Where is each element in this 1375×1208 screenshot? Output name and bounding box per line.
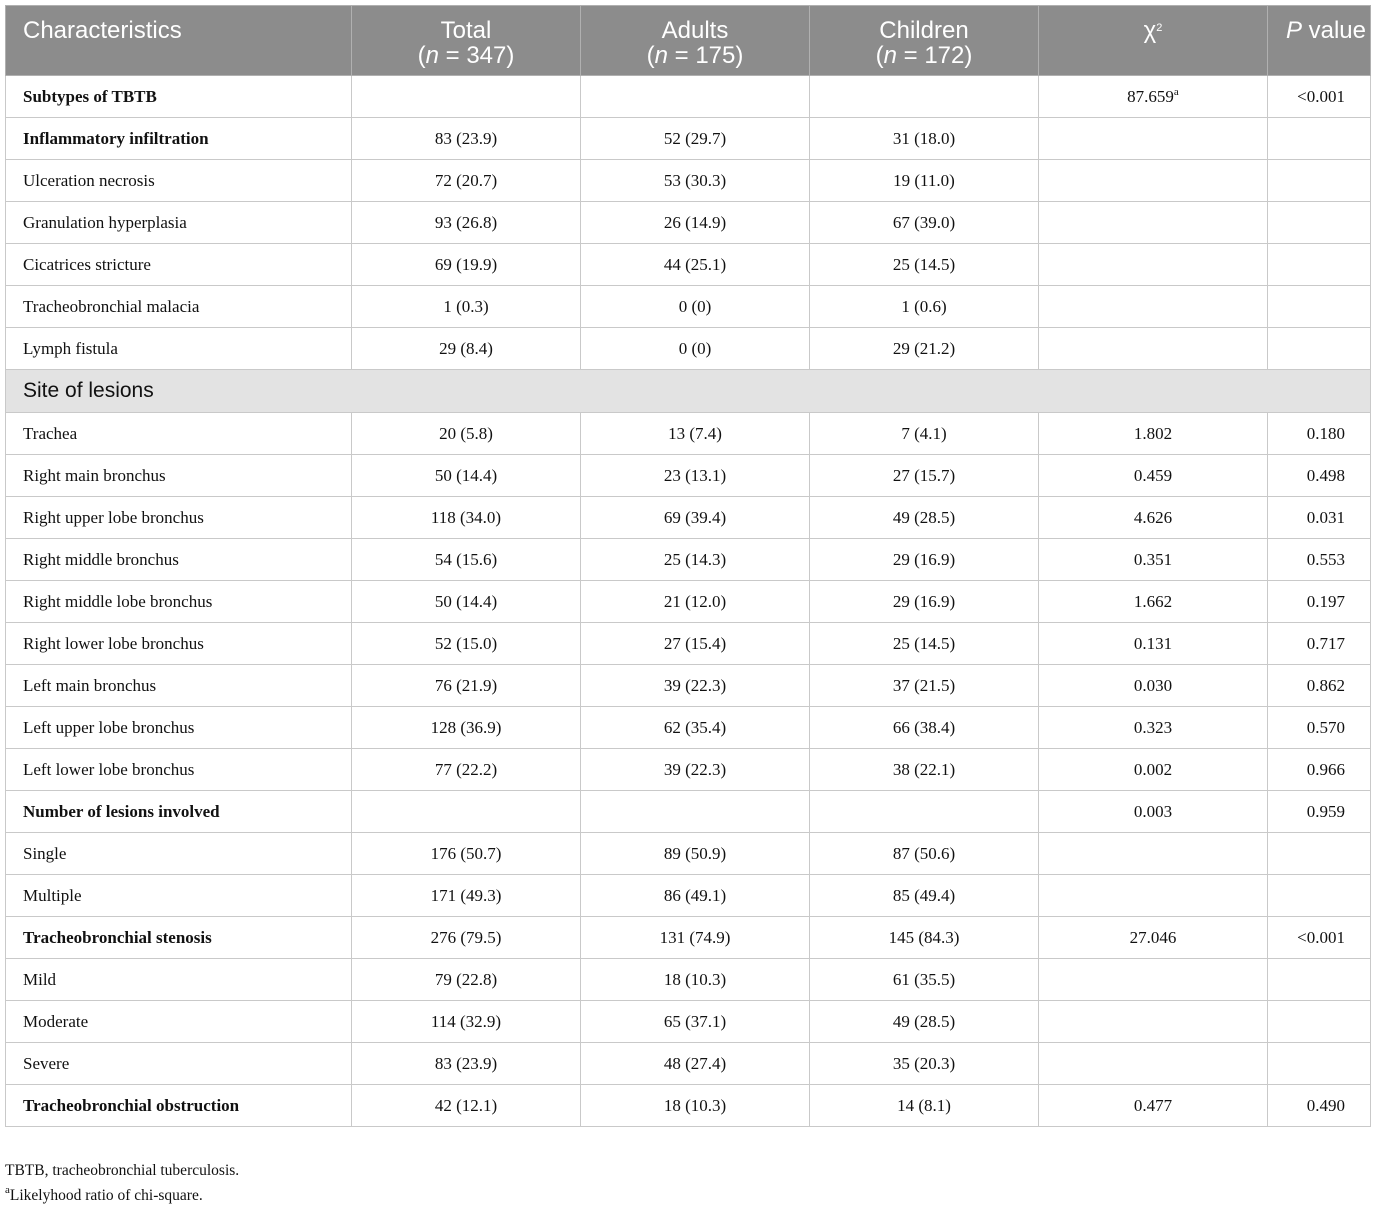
row-label: Left lower lobe bronchus — [6, 749, 352, 791]
cell-chi-square — [1039, 959, 1268, 1001]
table-row — [6, 455, 1371, 497]
table-row — [6, 917, 1371, 959]
cell-p-value — [1268, 286, 1371, 328]
cell-adults: 65 (37.1) — [581, 1001, 810, 1043]
cell-children: 31 (18.0) — [810, 118, 1039, 160]
cell-children: 87 (50.6) — [810, 833, 1039, 875]
cell-children — [810, 76, 1039, 118]
section-title: Site of lesions — [6, 370, 1371, 413]
row-label: Tracheobronchial obstruction — [6, 1085, 352, 1127]
header-adults: Adults (n = 175) — [581, 6, 810, 76]
table-row — [6, 665, 1371, 707]
table-row — [6, 749, 1371, 791]
cell-children: 25 (14.5) — [810, 244, 1039, 286]
table-row — [6, 833, 1371, 875]
cell-adults: 52 (29.7) — [581, 118, 810, 160]
cell-p-value: 0.180 — [1268, 413, 1371, 455]
cell-total: 83 (23.9) — [352, 118, 581, 160]
cell-chi-square: 0.003 — [1039, 791, 1268, 833]
row-label: Tracheobronchial stenosis — [6, 917, 352, 959]
cell-p-value: 0.490 — [1268, 1085, 1371, 1127]
cell-chi-square — [1039, 1001, 1268, 1043]
cell-children: 37 (21.5) — [810, 665, 1039, 707]
cell-chi-square: 27.046 — [1039, 917, 1268, 959]
cell-children: 85 (49.4) — [810, 875, 1039, 917]
cell-chi-square: 0.351 — [1039, 539, 1268, 581]
cell-total: 52 (15.0) — [352, 623, 581, 665]
cell-p-value: <0.001 — [1268, 76, 1371, 118]
header-p-value: P value — [1268, 6, 1371, 76]
table-row — [6, 623, 1371, 665]
cell-adults — [581, 76, 810, 118]
cell-children: 61 (35.5) — [810, 959, 1039, 1001]
cell-p-value: 0.031 — [1268, 497, 1371, 539]
row-label: Cicatrices stricture — [6, 244, 352, 286]
results-table — [5, 5, 1371, 1127]
cell-children: 29 (16.9) — [810, 581, 1039, 623]
cell-p-value: 0.570 — [1268, 707, 1371, 749]
cell-total: 114 (32.9) — [352, 1001, 581, 1043]
table-row — [6, 76, 1371, 118]
cell-p-value — [1268, 1001, 1371, 1043]
row-label: Tracheobronchial malacia — [6, 286, 352, 328]
table-row — [6, 328, 1371, 370]
cell-adults: 48 (27.4) — [581, 1043, 810, 1085]
row-label: Right lower lobe bronchus — [6, 623, 352, 665]
row-label: Single — [6, 833, 352, 875]
cell-p-value — [1268, 160, 1371, 202]
header-chi-square: $\chi^2$ — [1039, 6, 1268, 76]
cell-adults: 53 (30.3) — [581, 160, 810, 202]
cell-children: 35 (20.3) — [810, 1043, 1039, 1085]
cell-adults: 21 (12.0) — [581, 581, 810, 623]
cell-children: 145 (84.3) — [810, 917, 1039, 959]
cell-adults: 39 (22.3) — [581, 749, 810, 791]
row-label: Right upper lobe bronchus — [6, 497, 352, 539]
cell-total: 72 (20.7) — [352, 160, 581, 202]
cell-adults: 0 (0) — [581, 328, 810, 370]
row-label: Left upper lobe bronchus — [6, 707, 352, 749]
cell-adults: 39 (22.3) — [581, 665, 810, 707]
cell-p-value — [1268, 202, 1371, 244]
cell-chi-square: 0.323 — [1039, 707, 1268, 749]
cell-adults — [581, 791, 810, 833]
table-row — [6, 1085, 1371, 1127]
cell-children: 1 (0.6) — [810, 286, 1039, 328]
cell-chi-square — [1039, 1043, 1268, 1085]
cell-chi-square — [1039, 286, 1268, 328]
cell-chi-square: 0.002 — [1039, 749, 1268, 791]
cell-p-value: 0.862 — [1268, 665, 1371, 707]
table-footnotes — [5, 1158, 239, 1208]
cell-children: 19 (11.0) — [810, 160, 1039, 202]
cell-total: 79 (22.8) — [352, 959, 581, 1001]
header-characteristics: Characteristics — [6, 6, 352, 76]
cell-total: 83 (23.9) — [352, 1043, 581, 1085]
cell-adults: 69 (39.4) — [581, 497, 810, 539]
cell-p-value — [1268, 1043, 1371, 1085]
row-label: Severe — [6, 1043, 352, 1085]
cell-total: 1 (0.3) — [352, 286, 581, 328]
row-label: Right main bronchus — [6, 455, 352, 497]
footnote-abbreviation: TBTB, tracheobronchial tuberculosis. — [5, 1162, 240, 1179]
cell-total: 20 (5.8) — [352, 413, 581, 455]
cell-chi-square — [1039, 833, 1268, 875]
cell-adults: 86 (49.1) — [581, 875, 810, 917]
cell-total: 50 (14.4) — [352, 455, 581, 497]
cell-chi-square — [1039, 118, 1268, 160]
row-label: Granulation hyperplasia — [6, 202, 352, 244]
table-row — [6, 707, 1371, 749]
table-row — [6, 286, 1371, 328]
cell-adults: 13 (7.4) — [581, 413, 810, 455]
cell-adults: 23 (13.1) — [581, 455, 810, 497]
footnote-a: $^a$Likelyhood ratio of chi-square. — [5, 1184, 203, 1204]
cell-p-value — [1268, 118, 1371, 160]
cell-total: 76 (21.9) — [352, 665, 581, 707]
cell-children: 7 (4.1) — [810, 413, 1039, 455]
table-row — [6, 202, 1371, 244]
cell-total: 77 (22.2) — [352, 749, 581, 791]
row-label: Trachea — [6, 413, 352, 455]
cell-children: 67 (39.0) — [810, 202, 1039, 244]
table-row — [6, 1001, 1371, 1043]
table-row — [6, 413, 1371, 455]
row-label: Number of lesions involved — [6, 791, 352, 833]
cell-chi-square: 0.477 — [1039, 1085, 1268, 1127]
cell-total: 176 (50.7) — [352, 833, 581, 875]
row-label: Ulceration necrosis — [6, 160, 352, 202]
cell-chi-square: 0.459 — [1039, 455, 1268, 497]
cell-p-value — [1268, 328, 1371, 370]
cell-total — [352, 76, 581, 118]
cell-children: 66 (38.4) — [810, 707, 1039, 749]
table-row — [6, 539, 1371, 581]
cell-total: 54 (15.6) — [352, 539, 581, 581]
cell-total: 29 (8.4) — [352, 328, 581, 370]
table-row — [6, 244, 1371, 286]
cell-children — [810, 791, 1039, 833]
row-label: Multiple — [6, 875, 352, 917]
cell-p-value: 0.717 — [1268, 623, 1371, 665]
cell-chi-square — [1039, 244, 1268, 286]
cell-adults: 62 (35.4) — [581, 707, 810, 749]
cell-p-value — [1268, 833, 1371, 875]
cell-total: 50 (14.4) — [352, 581, 581, 623]
table-row — [6, 959, 1371, 1001]
cell-children: 27 (15.7) — [810, 455, 1039, 497]
cell-adults: 131 (74.9) — [581, 917, 810, 959]
row-label: Mild — [6, 959, 352, 1001]
row-label: Right middle bronchus — [6, 539, 352, 581]
cell-chi-square: 0.030 — [1039, 665, 1268, 707]
row-label: Left main bronchus — [6, 665, 352, 707]
cell-adults: 27 (15.4) — [581, 623, 810, 665]
cell-chi-square — [1039, 160, 1268, 202]
cell-children: 14 (8.1) — [810, 1085, 1039, 1127]
cell-adults: 0 (0) — [581, 286, 810, 328]
cell-adults: 18 (10.3) — [581, 1085, 810, 1127]
cell-chi-square: 1.662 — [1039, 581, 1268, 623]
header-total: Total (n = 347) — [352, 6, 581, 76]
cell-p-value: 0.498 — [1268, 455, 1371, 497]
table-row — [6, 497, 1371, 539]
cell-total — [352, 791, 581, 833]
table-header-row — [6, 6, 1371, 76]
cell-total: 118 (34.0) — [352, 497, 581, 539]
cell-p-value: 0.966 — [1268, 749, 1371, 791]
row-label: Inflammatory infiltration — [6, 118, 352, 160]
cell-p-value: 0.959 — [1268, 791, 1371, 833]
row-label: Lymph fistula — [6, 328, 352, 370]
row-label: Moderate — [6, 1001, 352, 1043]
cell-total: 276 (79.5) — [352, 917, 581, 959]
table-row — [6, 581, 1371, 623]
table-row — [6, 875, 1371, 917]
cell-chi-square — [1039, 875, 1268, 917]
section-header-row — [6, 370, 1371, 413]
cell-adults: 25 (14.3) — [581, 539, 810, 581]
table-row — [6, 118, 1371, 160]
row-label: Right middle lobe bronchus — [6, 581, 352, 623]
cell-children: 49 (28.5) — [810, 1001, 1039, 1043]
cell-children: 25 (14.5) — [810, 623, 1039, 665]
cell-adults: 26 (14.9) — [581, 202, 810, 244]
cell-p-value — [1268, 875, 1371, 917]
cell-chi-square: 0.131 — [1039, 623, 1268, 665]
cell-chi-square: 1.802 — [1039, 413, 1268, 455]
row-label: Subtypes of TBTB — [6, 76, 352, 118]
header-children: Children (n = 172) — [810, 6, 1039, 76]
cell-p-value — [1268, 959, 1371, 1001]
cell-total: 128 (36.9) — [352, 707, 581, 749]
cell-total: 69 (19.9) — [352, 244, 581, 286]
cell-chi-square: 4.626 — [1039, 497, 1268, 539]
cell-children: 29 (21.2) — [810, 328, 1039, 370]
cell-adults: 44 (25.1) — [581, 244, 810, 286]
cell-total: 93 (26.8) — [352, 202, 581, 244]
cell-p-value: 0.197 — [1268, 581, 1371, 623]
cell-chi-square: 87.659$^a$ — [1039, 76, 1268, 118]
cell-p-value: 0.553 — [1268, 539, 1371, 581]
cell-children: 49 (28.5) — [810, 497, 1039, 539]
table-row — [6, 1043, 1371, 1085]
cell-chi-square — [1039, 202, 1268, 244]
cell-total: 171 (49.3) — [352, 875, 581, 917]
cell-p-value: <0.001 — [1268, 917, 1371, 959]
cell-children: 29 (16.9) — [810, 539, 1039, 581]
table-row — [6, 160, 1371, 202]
cell-chi-square — [1039, 328, 1268, 370]
table-row — [6, 791, 1371, 833]
cell-adults: 89 (50.9) — [581, 833, 810, 875]
cell-p-value — [1268, 244, 1371, 286]
cell-total: 42 (12.1) — [352, 1085, 581, 1127]
cell-children: 38 (22.1) — [810, 749, 1039, 791]
cell-adults: 18 (10.3) — [581, 959, 810, 1001]
